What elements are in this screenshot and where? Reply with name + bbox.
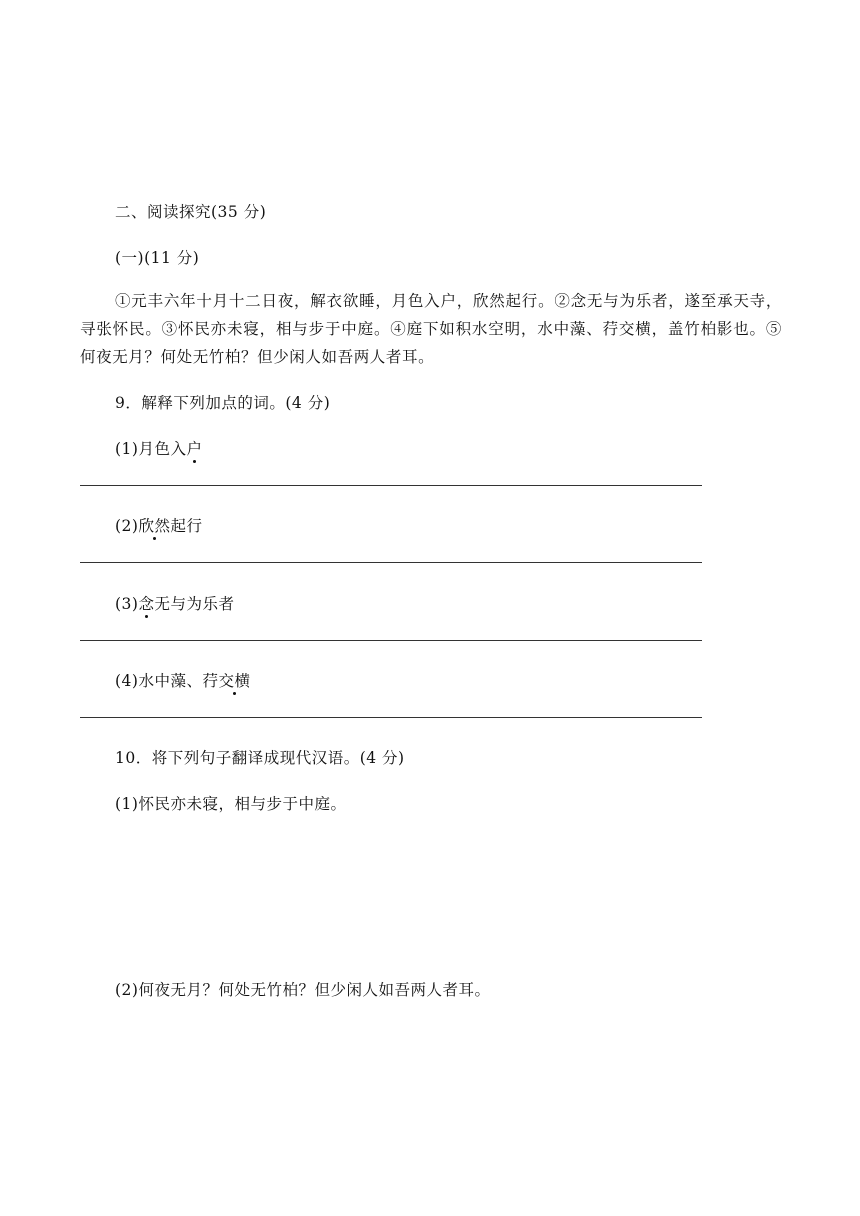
- item-text: (2): [115, 517, 139, 535]
- question-10-item-1: (1)怀民亦未寝，相与步于中庭。: [115, 795, 347, 813]
- item-text: (4)水中藻、荇: [115, 672, 219, 690]
- question-9-item-3: [115, 592, 235, 614]
- answer-line-4[interactable]: [80, 717, 702, 718]
- question-9-prompt: 9．解释下列加点的词。(4 分): [115, 394, 331, 412]
- question-9-item-4: [115, 669, 250, 691]
- item-text: 起行: [170, 517, 203, 535]
- answer-line-3[interactable]: [80, 640, 702, 641]
- answer-line-2[interactable]: [80, 562, 702, 563]
- dotted-word: 念: [138, 592, 154, 614]
- item-text: 无与为乐者: [154, 595, 235, 613]
- question-10-item-2: (2)何夜无月？何处无竹柏？但少闲人如吾两人者耳。: [115, 981, 491, 999]
- dotted-word: 欣然: [138, 514, 170, 536]
- classical-passage: ①元丰六年十月十二日夜，解衣欲睡，月色入户，欣然起行。②念无与为乐者，遂至承天寺，寻张怀民。③怀民亦未寝，相与步于中庭。④庭下如积水空明，水中藻、荇交横，盖竹柏影也。⑤何夜无月？何处无竹柏？但少闲人如吾两人者耳。: [80, 292, 782, 366]
- dotted-word: 户: [186, 437, 202, 459]
- question-9-item-2: [115, 514, 203, 536]
- section-title: 二、阅读探究(35 分): [115, 203, 267, 221]
- subsection-title: (一)(11 分): [115, 249, 200, 267]
- answer-line-1[interactable]: [80, 485, 702, 486]
- question-10-prompt: 10．将下列句子翻译成现代汉语。(4 分): [115, 749, 405, 767]
- item-text: (3): [115, 595, 139, 613]
- question-9-item-1: [115, 437, 202, 459]
- item-text: (1)月色入: [115, 440, 187, 458]
- dotted-word: 交横: [218, 669, 250, 691]
